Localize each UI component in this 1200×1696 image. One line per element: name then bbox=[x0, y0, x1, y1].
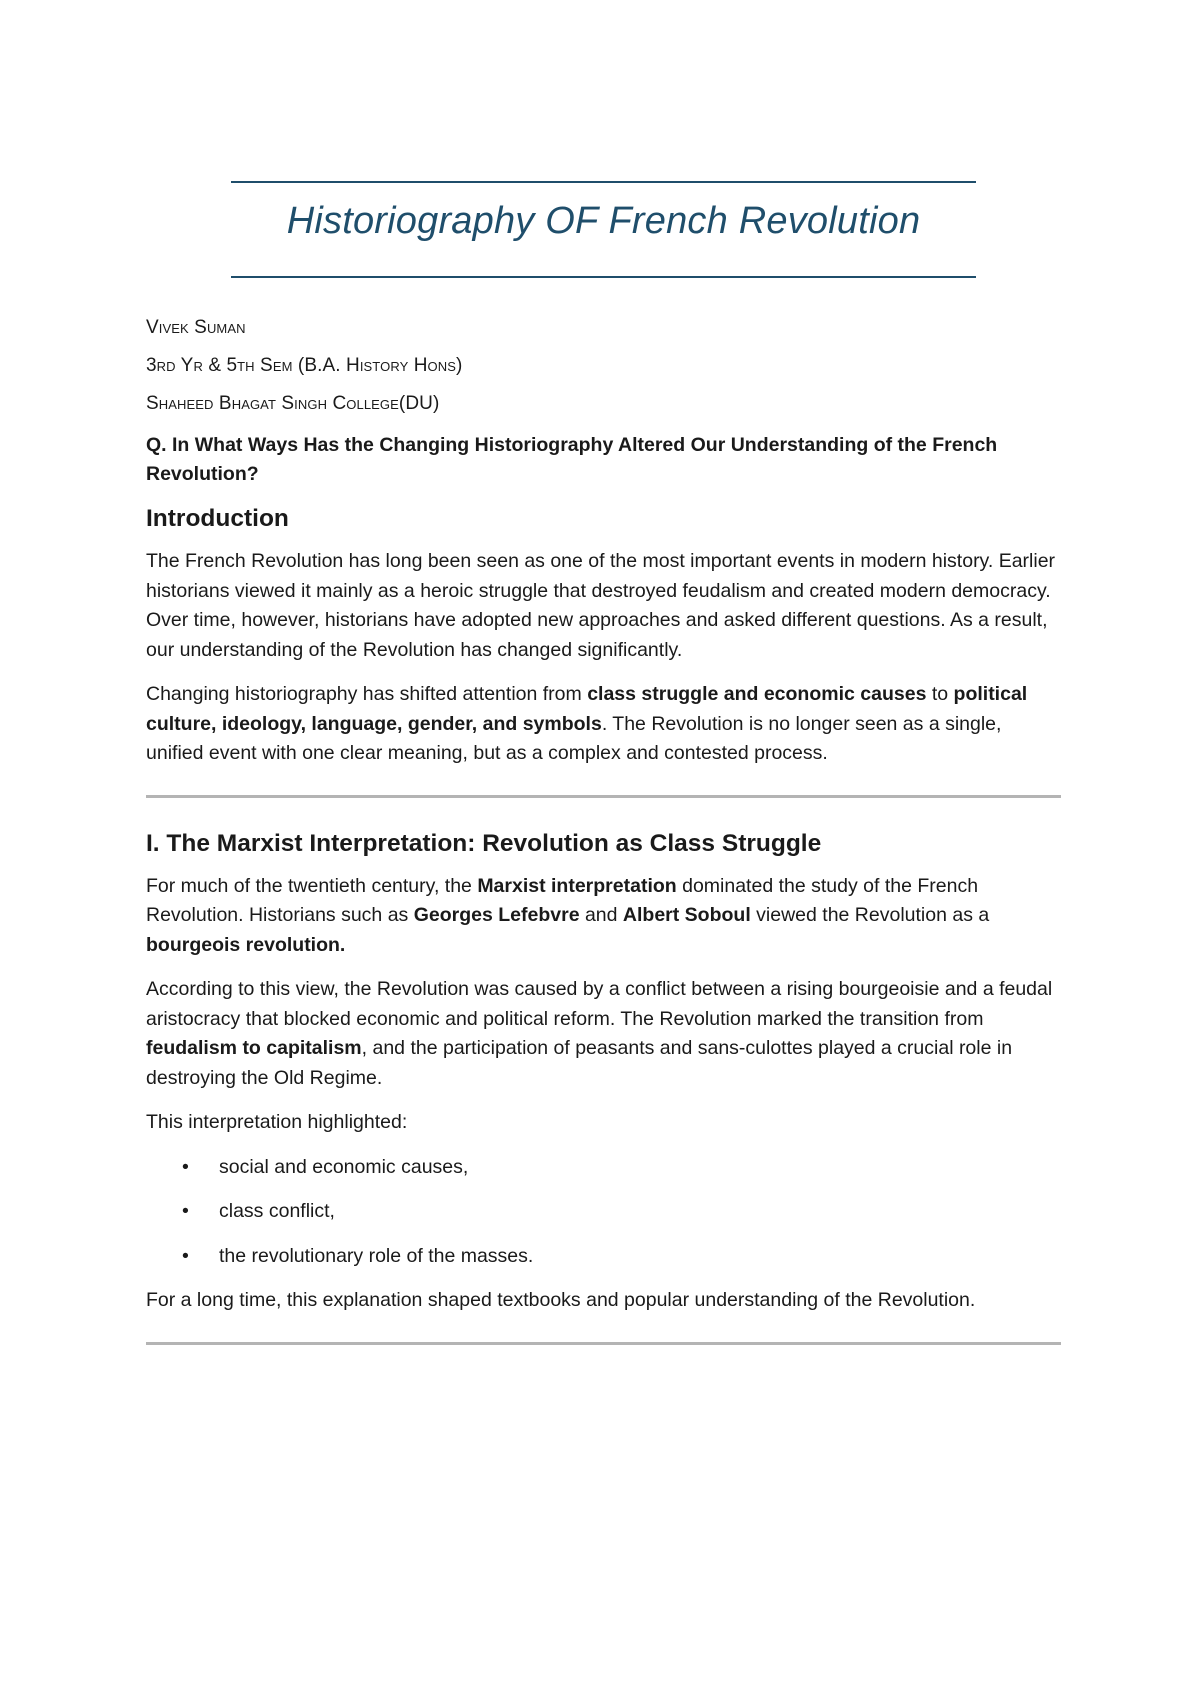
text-run: to bbox=[926, 683, 954, 705]
page-title: Historiography OF French Revolution bbox=[286, 200, 921, 242]
marxist-paragraph-4: For a long time, this explanation shaped textbooks and popular understanding of the Revolution. bbox=[146, 1289, 976, 1311]
list-item-text: class conflict, bbox=[219, 1200, 335, 1222]
text-run: . The Revolution is no longer seen as a single, unified event with one clear meaning, but as a complex and contested process. bbox=[146, 712, 1002, 764]
text-run: viewed the Revolution as a bbox=[750, 904, 990, 926]
list-item-text: the revolutionary role of the masses. bbox=[219, 1244, 534, 1267]
college-name: Shaheed Bhagat Singh College(DU) bbox=[146, 393, 440, 414]
course-info: 3rd Yr & 5th Sem (B.A. History Hons) bbox=[146, 355, 463, 376]
text-run: Changing historiography has shifted attention from bbox=[146, 683, 588, 705]
marxist-heading: I. The Marxist Interpretation: Revolution as Class Struggle bbox=[146, 829, 822, 857]
bold-text: Albert Soboul bbox=[622, 904, 751, 926]
document-body bbox=[146, 317, 1061, 1375]
text-run: According to this view, the Revolution was caused by a conflict between a rising bourgeoisie and a feudal aristocracy that blocked economic and political reform. The Revolution marked the transition from bbox=[146, 978, 1053, 1030]
title-bottom-rule bbox=[231, 276, 976, 278]
marxist-paragraph-3: This interpretation highlighted: bbox=[146, 1111, 408, 1133]
marxist-paragraph-2 bbox=[146, 975, 1061, 1093]
text-run: and bbox=[579, 904, 623, 926]
text-run: For much of the twentieth century, the bbox=[146, 874, 478, 897]
introduction-heading: Introduction bbox=[146, 505, 289, 532]
marxist-paragraph-1 bbox=[146, 872, 1061, 961]
highlights-list bbox=[146, 1153, 1061, 1272]
title-top-rule bbox=[231, 181, 976, 183]
list-item-text: social and economic causes, bbox=[219, 1155, 469, 1178]
author-name: Vivek Suman bbox=[146, 317, 246, 338]
bold-text: Georges Lefebvre bbox=[413, 904, 580, 926]
section-divider bbox=[146, 1342, 1061, 1345]
introduction-paragraph-2 bbox=[146, 680, 1061, 769]
text-run: dominated the study of the French Revolution. Historians such as bbox=[146, 874, 979, 926]
text-run: , and the participation of peasants and sans-culottes played a crucial role in destroying the Old Regime. bbox=[146, 1037, 1013, 1089]
introduction-paragraph-1: The French Revolution has long been seen as one of the most important events in modern history. Earlier historians viewed it mainly as a heroic struggle that destroyed feudalism and created modern democracy. Over time, however, historians have adopted new approaches and asked different questions. As a result, our understanding of the Revolution has changed significantly. bbox=[146, 550, 1056, 661]
list-item bbox=[146, 1242, 1061, 1272]
bullet-icon: • bbox=[182, 1155, 189, 1178]
question-text: Q. In What Ways Has the Changing Historiography Altered Our Understanding of the French Revolution? bbox=[146, 434, 998, 485]
bold-text: political culture, ideology, language, gender, and symbols bbox=[146, 683, 1028, 735]
bold-text: feudalism to capitalism bbox=[146, 1037, 362, 1059]
bullet-icon: • bbox=[182, 1200, 189, 1222]
section-divider bbox=[146, 795, 1061, 798]
bold-text: Marxist interpretation bbox=[477, 874, 677, 897]
bold-text: class struggle and economic causes bbox=[587, 683, 927, 705]
list-item bbox=[146, 1153, 1061, 1183]
bullet-icon: • bbox=[182, 1244, 189, 1267]
list-item bbox=[146, 1197, 1061, 1227]
bold-text: bourgeois revolution. bbox=[146, 933, 346, 956]
